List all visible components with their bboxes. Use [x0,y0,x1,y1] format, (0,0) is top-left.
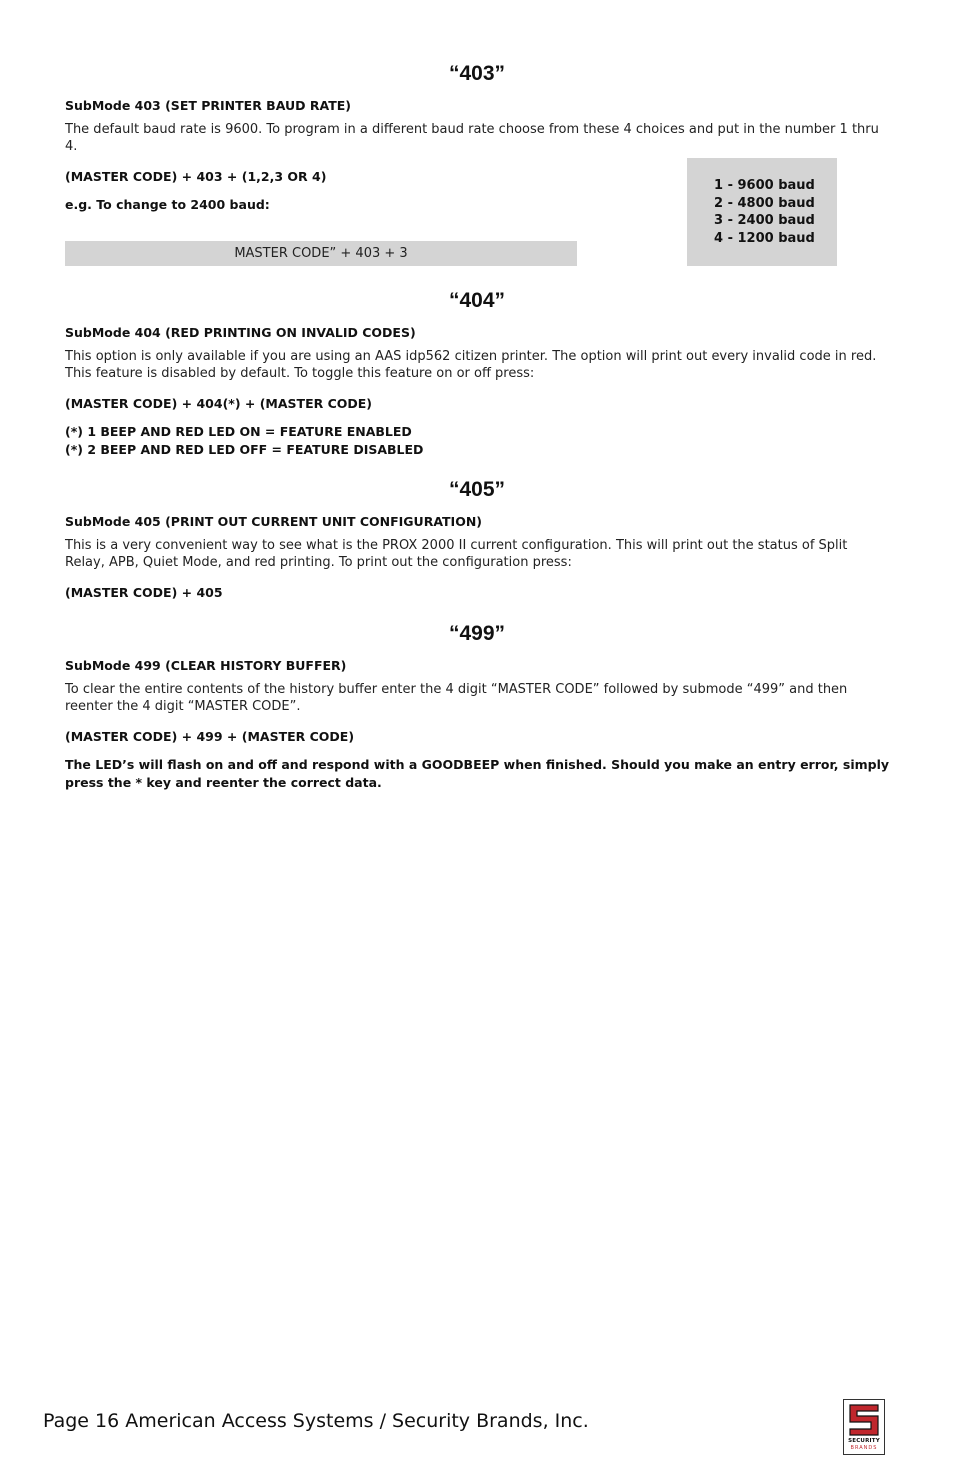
logo-text-brands: BRANDS [850,1445,878,1451]
logo-text-security: SECURITY [848,1438,880,1444]
heading-404: “404” [448,289,506,312]
submode-404-note-enabled: (*) 1 BEEP AND RED LED ON = FEATURE ENABLED [65,424,412,439]
submode-403-command: (MASTER CODE) + 403 + (1,2,3 OR 4) [65,169,327,184]
submode-403-title: SubMode 403 (SET PRINTER BAUD RATE) [65,98,351,113]
submode-403-description: The default baud rate is 9600. To program in a different baud rate choose from these 4 choices and put in the number 1 thru 4. [65,122,879,154]
submode-403-example-command: MASTER CODE” + 403 + 3 [65,241,577,266]
baud-options-box [687,158,837,266]
submode-404-title: SubMode 404 (RED PRINTING ON INVALID CODES) [65,325,416,340]
heading-403: “403” [448,62,506,85]
submode-405-command: (MASTER CODE) + 405 [65,585,223,600]
submode-499-note: The LED’s will flash on and off and respond with a GOODBEEP when finished. Should you make an entry error, simply press the * key and reenter the correct data. [65,757,890,790]
submode-404-command: (MASTER CODE) + 404(*) + (MASTER CODE) [65,396,373,411]
baud-option: 3 - 2400 baud [714,213,815,228]
baud-option: 1 - 9600 baud [714,178,815,193]
heading-405: “405” [448,478,506,501]
security-brands-s-icon [848,1403,880,1437]
submode-499-description: To clear the entire contents of the history buffer enter the 4 digit “MASTER CODE” followed by submode “499” and then reenter the 4 digit “MASTER CODE”. [65,682,848,714]
security-brands-logo [843,1399,885,1455]
page-footer: Page 16 American Access Systems / Security Brands, Inc. [43,1410,589,1432]
submode-404-note-disabled: (*) 2 BEEP AND RED LED OFF = FEATURE DISABLED [65,442,424,457]
submode-405-description: This is a very convenient way to see what is the PROX 2000 II current configuration. This will print out the status of Split Relay, APB, Quiet Mode, and red printing. To print out the configuration press: [65,538,848,570]
submode-404-description: This option is only available if you are using an AAS idp562 citizen printer. The option will print out every invalid code in red. This feature is disabled by default. To toggle this feature on or off press: [65,349,877,381]
submode-405-title: SubMode 405 (PRINT OUT CURRENT UNIT CONFIGURATION) [65,514,483,529]
baud-option: 2 - 4800 baud [714,195,815,211]
heading-499: “499” [448,622,506,645]
baud-option: 4 - 1200 baud [714,230,815,246]
submode-499-command: (MASTER CODE) + 499 + (MASTER CODE) [65,729,355,744]
submode-499-title: SubMode 499 (CLEAR HISTORY BUFFER) [65,658,347,673]
submode-403-example-label: e.g. To change to 2400 baud: [65,197,270,212]
